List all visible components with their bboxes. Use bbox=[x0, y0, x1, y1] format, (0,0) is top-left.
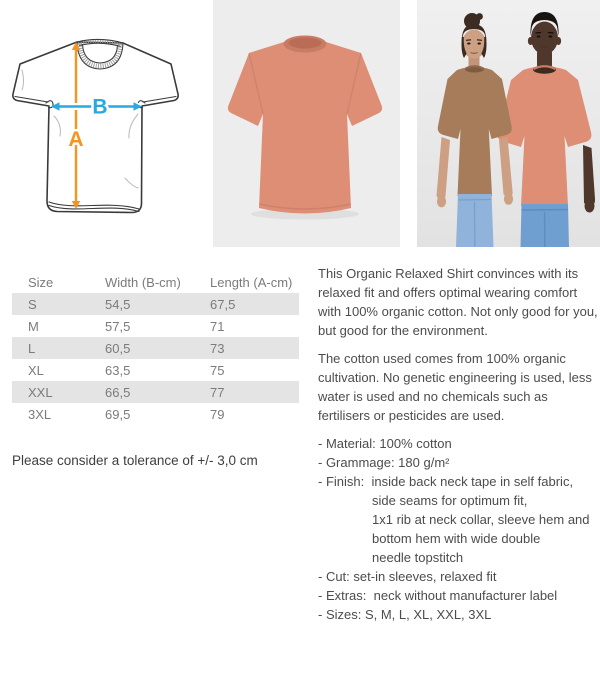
size-diagram-drawing bbox=[0, 0, 205, 247]
table-cell: 63,5 bbox=[105, 362, 131, 378]
column-header: Width (B-cm) bbox=[105, 274, 181, 290]
table-cell: XL bbox=[28, 362, 44, 378]
table-cell: 3XL bbox=[28, 406, 52, 422]
product-description bbox=[318, 264, 600, 624]
description-paragraph: This Organic Relaxed Shirt convinces with its relaxed fit and offers optimal wearing comfort with 100% organic cotton. Not only good for you, but good for the environment. bbox=[318, 266, 598, 338]
table-cell: 75 bbox=[210, 362, 225, 378]
table-cell: 79 bbox=[210, 406, 225, 422]
table-cell: M bbox=[28, 318, 39, 334]
table-row bbox=[12, 381, 299, 403]
column-header: Length (A-cm) bbox=[210, 274, 293, 290]
column-header: Size bbox=[28, 274, 54, 290]
product-photo-flat bbox=[213, 0, 400, 247]
flat-tshirt-body bbox=[228, 42, 382, 214]
table-row bbox=[12, 403, 299, 425]
description-bullet-line: - Finish: inside back neck tape in self fabric, bbox=[318, 474, 574, 489]
table-cell: XXL bbox=[28, 384, 53, 400]
table-cell: 57,5 bbox=[105, 318, 131, 334]
tolerance-note: Please consider a tolerance of +/- 3,0 cm bbox=[12, 453, 258, 468]
table-row bbox=[12, 293, 299, 315]
size-table bbox=[12, 271, 299, 425]
size-table-header-row bbox=[12, 271, 299, 293]
table-row bbox=[12, 359, 299, 381]
models-illustration bbox=[417, 0, 600, 247]
table-cell: 60,5 bbox=[105, 340, 131, 356]
size-table-body bbox=[12, 293, 299, 425]
product-photo-models bbox=[417, 0, 600, 247]
description-bullets bbox=[318, 434, 600, 624]
table-cell: L bbox=[28, 340, 36, 356]
flat-tshirt-illustration bbox=[213, 0, 400, 247]
description-bullet-line: - Grammage: 180 g/m² bbox=[318, 455, 450, 470]
table-cell: 71 bbox=[210, 318, 225, 334]
table-cell: 77 bbox=[210, 384, 225, 400]
table-cell: 69,5 bbox=[105, 406, 131, 422]
collar-inside bbox=[289, 38, 322, 49]
table-cell: 66,5 bbox=[105, 384, 131, 400]
table-row bbox=[12, 315, 299, 337]
description-bullet-line: 1x1 rib at neck collar, sleeve hem and bbox=[372, 512, 590, 527]
description-bullet-line: side seams for optimum fit, bbox=[372, 493, 528, 508]
description-bullet-line: - Cut: set-in sleeves, relaxed fit bbox=[318, 569, 497, 584]
description-bullet-line: - Extras: neck without manufacturer label bbox=[318, 588, 558, 603]
measurement-label-b: B bbox=[92, 95, 108, 119]
table-cell: 67,5 bbox=[210, 296, 236, 312]
description-paragraph: The cotton used comes from 100% organic cultivation. No genetic engineering is used, less water is used and no chemicals such as fertilisers or pesticides are used. bbox=[318, 351, 592, 423]
measurement-label-a: A bbox=[68, 128, 84, 151]
table-row bbox=[12, 337, 299, 359]
description-bullet-line: needle topstitch bbox=[372, 550, 464, 565]
description-bullet-line: - Material: 100% cotton bbox=[318, 436, 452, 451]
size-diagram bbox=[0, 0, 205, 247]
description-bullet-line: - Sizes: S, M, L, XL, XXL, 3XL bbox=[318, 607, 492, 622]
description-bullet-line: bottom hem with wide double bbox=[372, 531, 541, 546]
table-cell: 54,5 bbox=[105, 296, 131, 312]
table-cell: 73 bbox=[210, 340, 225, 356]
description-paragraphs bbox=[318, 264, 600, 425]
table-cell: S bbox=[28, 296, 37, 312]
